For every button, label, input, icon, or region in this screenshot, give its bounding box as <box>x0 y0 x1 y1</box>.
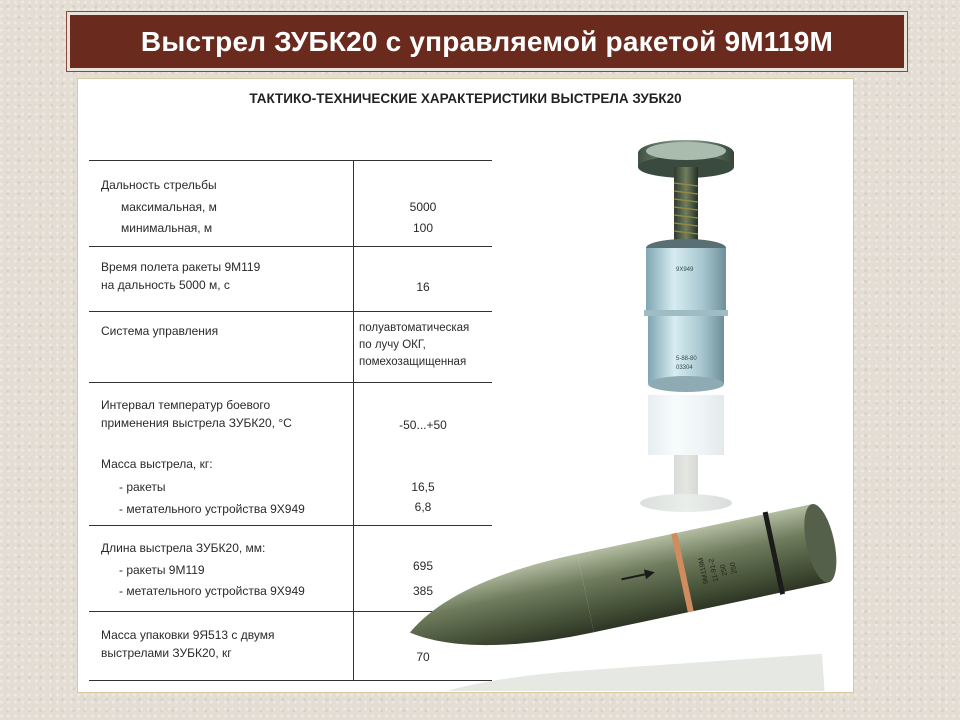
row-label: применения выстрела ЗУБК20, °С <box>101 416 292 430</box>
row-label: Дальность стрельбы <box>101 178 217 192</box>
slide-title-banner <box>67 12 907 71</box>
row-label: Масса упаковки 9Я513 с двумя <box>101 628 275 642</box>
slide-title: Выстрел ЗУБК20 с управляемой ракетой 9М119М <box>140 25 834 57</box>
row-value: полуавтоматическая <box>359 322 470 334</box>
charge-marking: 03304 <box>676 365 693 371</box>
row-label: Длина выстрела ЗУБК20, мм: <box>101 541 266 555</box>
missile-marking: 9М119М <box>697 556 711 585</box>
charge-marking: 5-88-80 <box>676 356 697 362</box>
table-row <box>89 311 492 383</box>
propellant-charge-image <box>606 133 766 513</box>
missile-marking: 250 <box>719 563 729 577</box>
row-label: выстрелами ЗУБК20, кг <box>101 646 232 660</box>
row-label: Время полета ракеты 9М119 <box>101 260 261 274</box>
row-value: 6,8 <box>414 500 432 514</box>
row-label: Интервал температур боевого <box>101 398 271 412</box>
row-label: - метательного устройства 9Х949 <box>119 502 305 516</box>
row-label: Система управления <box>101 324 219 338</box>
row-value: помехозащищенная <box>359 356 467 368</box>
row-value: по лучу ОКГ, <box>359 339 426 351</box>
row-label: - ракеты <box>119 480 166 494</box>
row-label: Масса выстрела, кг: <box>101 457 213 471</box>
row-value: 100 <box>412 221 434 235</box>
row-value: -50...+50 <box>399 418 447 432</box>
charge-marking: 9Х949 <box>676 267 694 273</box>
row-value: 695 <box>412 559 434 573</box>
table-row <box>89 160 492 247</box>
row-value: 16,5 <box>411 480 435 494</box>
content-panel <box>77 78 854 693</box>
row-value: 16 <box>416 280 430 294</box>
row-value: 70 <box>416 650 430 664</box>
missile-image <box>382 481 848 691</box>
row-value: 385 <box>412 584 434 598</box>
table-row <box>89 246 492 312</box>
row-label: минимальная, м <box>121 221 213 235</box>
table-heading: ТАКТИКО-ТЕХНИЧЕСКИЕ ХАРАКТЕРИСТИКИ ВЫСТРЕЛА ЗУБК20 <box>249 91 682 106</box>
row-label: - метательного устройства 9Х949 <box>119 584 305 598</box>
row-label: максимальная, м <box>121 200 217 214</box>
missile-marking: 11-91-2 <box>708 557 720 583</box>
row-label: - ракеты 9М119 <box>119 563 205 577</box>
row-value: 5000 <box>409 200 437 214</box>
missile-marking: 250 <box>729 561 739 575</box>
row-label: на дальность 5000 м, с <box>101 278 230 292</box>
